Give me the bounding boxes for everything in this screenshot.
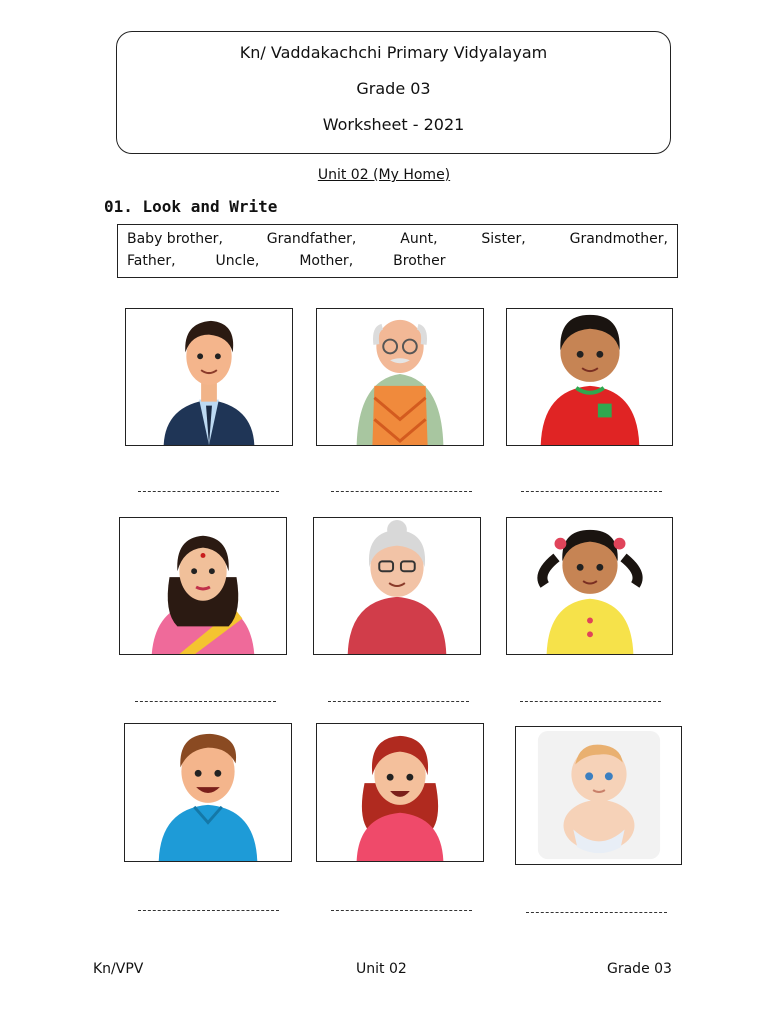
woman-pink-top-icon [316,723,484,862]
answer-blank-5[interactable] [328,701,469,702]
boy-red-shirt-icon [506,308,673,446]
answer-blank-2[interactable] [331,491,472,492]
word-aunt: Aunt, [400,231,438,247]
answer-blank-8[interactable] [331,910,472,911]
answer-blank-4[interactable] [135,701,276,702]
word-bank-row-2 [127,253,668,269]
worksheet-label: Worksheet - 2021 [322,115,465,134]
answer-blank-1[interactable] [138,491,279,492]
footer-left: Kn/VPV [93,961,144,977]
header-box [116,31,671,154]
answer-blank-3[interactable] [521,491,662,492]
word-mother: Mother, [299,253,354,269]
footer-right: Grade 03 [607,961,672,977]
answer-blank-6[interactable] [520,701,661,702]
man-in-suit-icon [125,308,293,446]
word-brother: Brother [393,253,446,269]
word-father: Father, [127,253,176,269]
young-man-blue-shirt-icon [124,723,292,862]
answer-blank-7[interactable] [138,910,279,911]
section-title: 01. Look and Write [104,197,278,216]
unit-title-wrap [0,164,768,183]
girl-yellow-dress-icon [506,517,673,655]
answer-blank-9[interactable] [526,912,667,913]
footer-center: Unit 02 [356,961,407,977]
school-name: Kn/ Vaddakachchi Primary Vidyalayam [239,43,548,62]
grade-label: Grade 03 [356,79,431,98]
word-sister: Sister, [481,231,526,247]
word-grandfather: Grandfather, [266,231,357,247]
word-grandmother: Grandmother, [569,231,668,247]
word-baby-brother: Baby brother, [127,231,223,247]
woman-in-saree-icon [119,517,287,655]
unit-title: Unit 02 (My Home) [317,167,451,183]
word-uncle: Uncle, [215,253,260,269]
grandmother-icon [313,517,481,655]
grandfather-icon [316,308,484,446]
word-bank [117,224,678,278]
baby-icon [515,726,682,865]
word-bank-row-1 [127,231,668,247]
